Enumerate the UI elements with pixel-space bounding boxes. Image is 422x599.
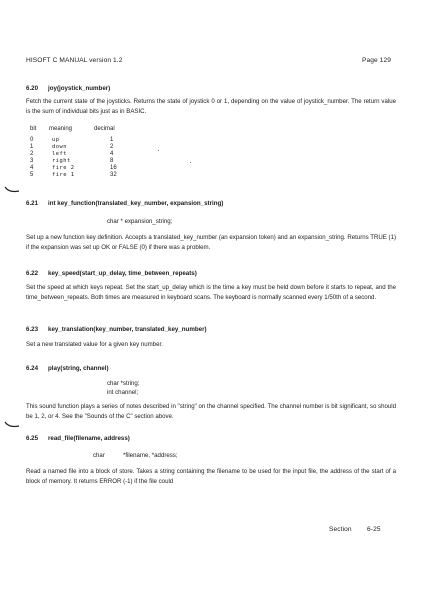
page-speck — [190, 162, 191, 163]
table-cell-meaning: right — [52, 158, 71, 165]
section-6-21-description: Set up a new function key definition. Accepts a translated_key_number (an expansion token) and an expansion_string. Returns TRUE (1) if the expansion was set up OK or FALSE (0) if there was a problem. — [26, 234, 396, 252]
table-cell-decimal: 4 — [110, 151, 114, 158]
section-6-25-description: Read a named file into a block of store. Takes a string containing the filename to be used for the input file, the address of the start of a block of memory. It returns ERROR (-1) if the file could — [26, 468, 396, 486]
section-title: int key_function(translated_key_number, expansion_string) — [48, 200, 224, 207]
section-number: 6.21 — [26, 200, 39, 207]
table-cell-bit: 1 — [30, 144, 34, 151]
table-cell-bit: 3 — [30, 158, 34, 165]
section-6-24-code-line-1: char *string; — [107, 380, 140, 387]
section-6-25-code-type: char — [93, 452, 105, 459]
section-heading-6-24 — [26, 365, 109, 372]
section-number: 6.20 — [26, 85, 39, 92]
section-heading-6-22 — [26, 270, 197, 277]
section-title: key_translation(key_number, translated_key_number) — [48, 326, 207, 333]
table-row — [26, 137, 140, 144]
section-6-22-description: Set the speed at which keys repeat. Set the start_up_delay which is the time a key must be held down before it starts to repeat, and the time_between_repeats. Both times are measured in keyboard scans. The keyboard is normally scanned every 1/50th of a second. — [26, 284, 396, 302]
table-row — [26, 144, 140, 151]
section-6-24-description: This sound function plays a series of notes described in "string" on the channel specified. The channel number is bit significant, so should be 1, 2, or 4. See the "Sounds of the C" section above. — [26, 403, 396, 421]
section-title: read_file(filename, address) — [48, 435, 130, 442]
joystick-bits-table — [26, 137, 140, 180]
footer-section-page: 6-25 — [367, 526, 381, 533]
section-heading-6-21 — [26, 200, 223, 207]
table-cell-bit: 0 — [30, 137, 34, 143]
table-cell-decimal: 8 — [110, 158, 114, 165]
table-cell-meaning: left — [52, 151, 67, 158]
table-cell-bit: 2 — [30, 151, 34, 158]
table-header-meaning: meaning — [49, 126, 73, 132]
footer-section-label: Section — [329, 526, 352, 533]
table-header-bit: bit — [30, 126, 37, 132]
table-cell-meaning: up — [52, 137, 60, 143]
table-header-decimal: decimal — [94, 126, 115, 132]
section-heading-6-23 — [26, 326, 207, 333]
table-cell-bit: 4 — [30, 165, 34, 172]
section-number: 6.24 — [26, 365, 39, 372]
section-title: joy(joystick_number) — [48, 85, 111, 92]
section-heading-6-25 — [26, 435, 130, 442]
table-row — [26, 151, 140, 158]
page-speck — [158, 150, 159, 151]
section-number: 6.22 — [26, 270, 39, 277]
section-6-24-code-line-2: int channel; — [107, 389, 139, 396]
section-6-25-code-vars: *filename, *address; — [123, 452, 178, 459]
table-cell-meaning: fire 1 — [52, 172, 75, 179]
table-cell-decimal: 16 — [110, 165, 117, 172]
table-cell-meaning: fire 2 — [52, 165, 75, 172]
section-heading-6-20 — [26, 85, 110, 92]
section-title: play(string, channel) — [48, 365, 109, 372]
section-number: 6.23 — [26, 326, 39, 333]
table-cell-decimal: 2 — [110, 144, 114, 151]
table-row — [26, 158, 140, 165]
section-6-23-description: Set a new translated value for a given key number. — [26, 341, 163, 348]
table-row — [26, 165, 140, 172]
table-row — [26, 172, 140, 179]
section-6-21-code: char * expansion_string; — [107, 218, 173, 225]
margin-mark-icon — [3, 420, 23, 430]
table-cell-bit: 5 — [30, 172, 34, 179]
table-cell-decimal: 32 — [110, 172, 117, 179]
header-title: HISOFT C MANUAL version 1.2 — [26, 57, 123, 64]
table-cell-meaning: down — [52, 144, 67, 151]
margin-mark-icon — [3, 185, 23, 195]
table-cell-decimal: 1 — [110, 137, 114, 143]
header-page-number: Page 129 — [362, 57, 392, 64]
section-title: key_speed(start_up_delay, time_between_repeats) — [48, 270, 197, 277]
section-number: 6.25 — [26, 435, 39, 442]
section-6-20-description: Fetch the current state of the joysticks. Returns the state of joystick 0 or 1, depending on the value of joystick_number. The return value is the sum of individual bits just as in BASIC. — [26, 98, 396, 116]
